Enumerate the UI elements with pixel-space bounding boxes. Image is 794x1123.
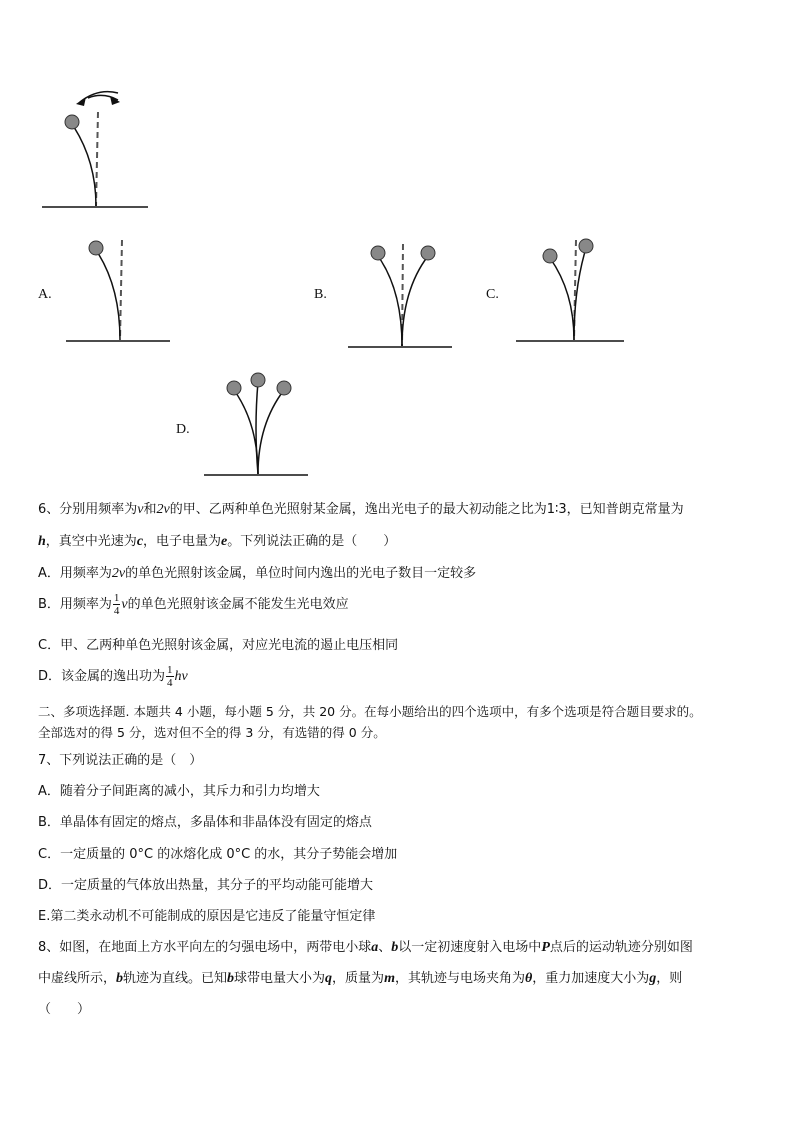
q6-option-d: D．该金属的逸出功为 $\frac{1}{4}$ hν [38,664,188,689]
q7-option-e: E.第二类永动机不可能制成的原因是它违反了能量守恒定律 [38,909,376,924]
q6-option-c: C．甲、乙两种单色光照射该金属，对应光电流的遏止电压相同 [38,638,399,653]
q6-stem-line2: h，真空中光速为c，电子电量为e。下列说法正确的是（ ） [38,534,397,549]
arrow-right-icon [88,95,120,105]
option-d-label: D. [176,422,190,437]
q8-answer-bracket: （ ） [38,1002,91,1017]
option-a-figure [64,236,174,346]
option-d-figure [202,368,312,480]
section2-header-line2: 全部选对的得 5 分，选对但不全的得 3 分，有选错的得 0 分。 [38,725,386,740]
section2-header-line1: 二、多项选择题. 本题共 4 小题，每小题 5 分，共 20 分。在每小题给出的四个选项中，有多个选项是符合题目要求的。 [38,704,702,719]
fraction-quarter: $\frac{1}{4}$ [167,664,173,689]
option-c-label: C. [486,287,499,302]
option-b-label: B. [314,287,327,302]
top-figure [38,80,158,215]
q7-stem: 7、下列说法正确的是（ ） [38,753,203,768]
q7-option-c: C．一定质量的 0°C 的冰熔化成 0°C 的水，其分子势能会增加 [38,847,398,862]
q8-stem-line2: 中虚线所示，b轨迹为直线。已知b球带电量大小为q，质量为m，其轨迹与电场夹角为θ，重力加速度大小为g，则 [38,971,683,986]
fraction-quarter: $\frac{1}{4}$ [113,592,120,617]
option-c-figure [514,236,628,346]
q7-option-d: D．一定质量的气体放出热量，其分子的平均动能可能增大 [38,878,374,893]
option-a-label: A. [38,287,52,302]
q6-stem-line1: 6、分别用频率为ν和2ν的甲、乙两种单色光照射某金属，逸出光电子的最大初动能之比为1∶3，已知普朗克常量为 [38,502,684,517]
q6-option-b: B．用频率为 $\frac{1}{4}$ ν的单色光照射该金属不能发生光电效应 [38,592,349,617]
option-b-figure [346,238,456,350]
q7-option-a: A．随着分子间距离的减小，其斥力和引力均增大 [38,784,320,799]
q6-option-a: A．用频率为2ν的单色光照射该金属，单位时间内逸出的光电子数目一定较多 [38,566,477,581]
q7-option-b: B．单晶体有固定的熔点，多晶体和非晶体没有固定的熔点 [38,815,372,830]
q8-stem-line1: 8、如图，在地面上方水平向左的匀强电场中，两带电小球a、b以一定初速度射入电场中P点后的运动轨迹分别如图 [38,940,693,955]
